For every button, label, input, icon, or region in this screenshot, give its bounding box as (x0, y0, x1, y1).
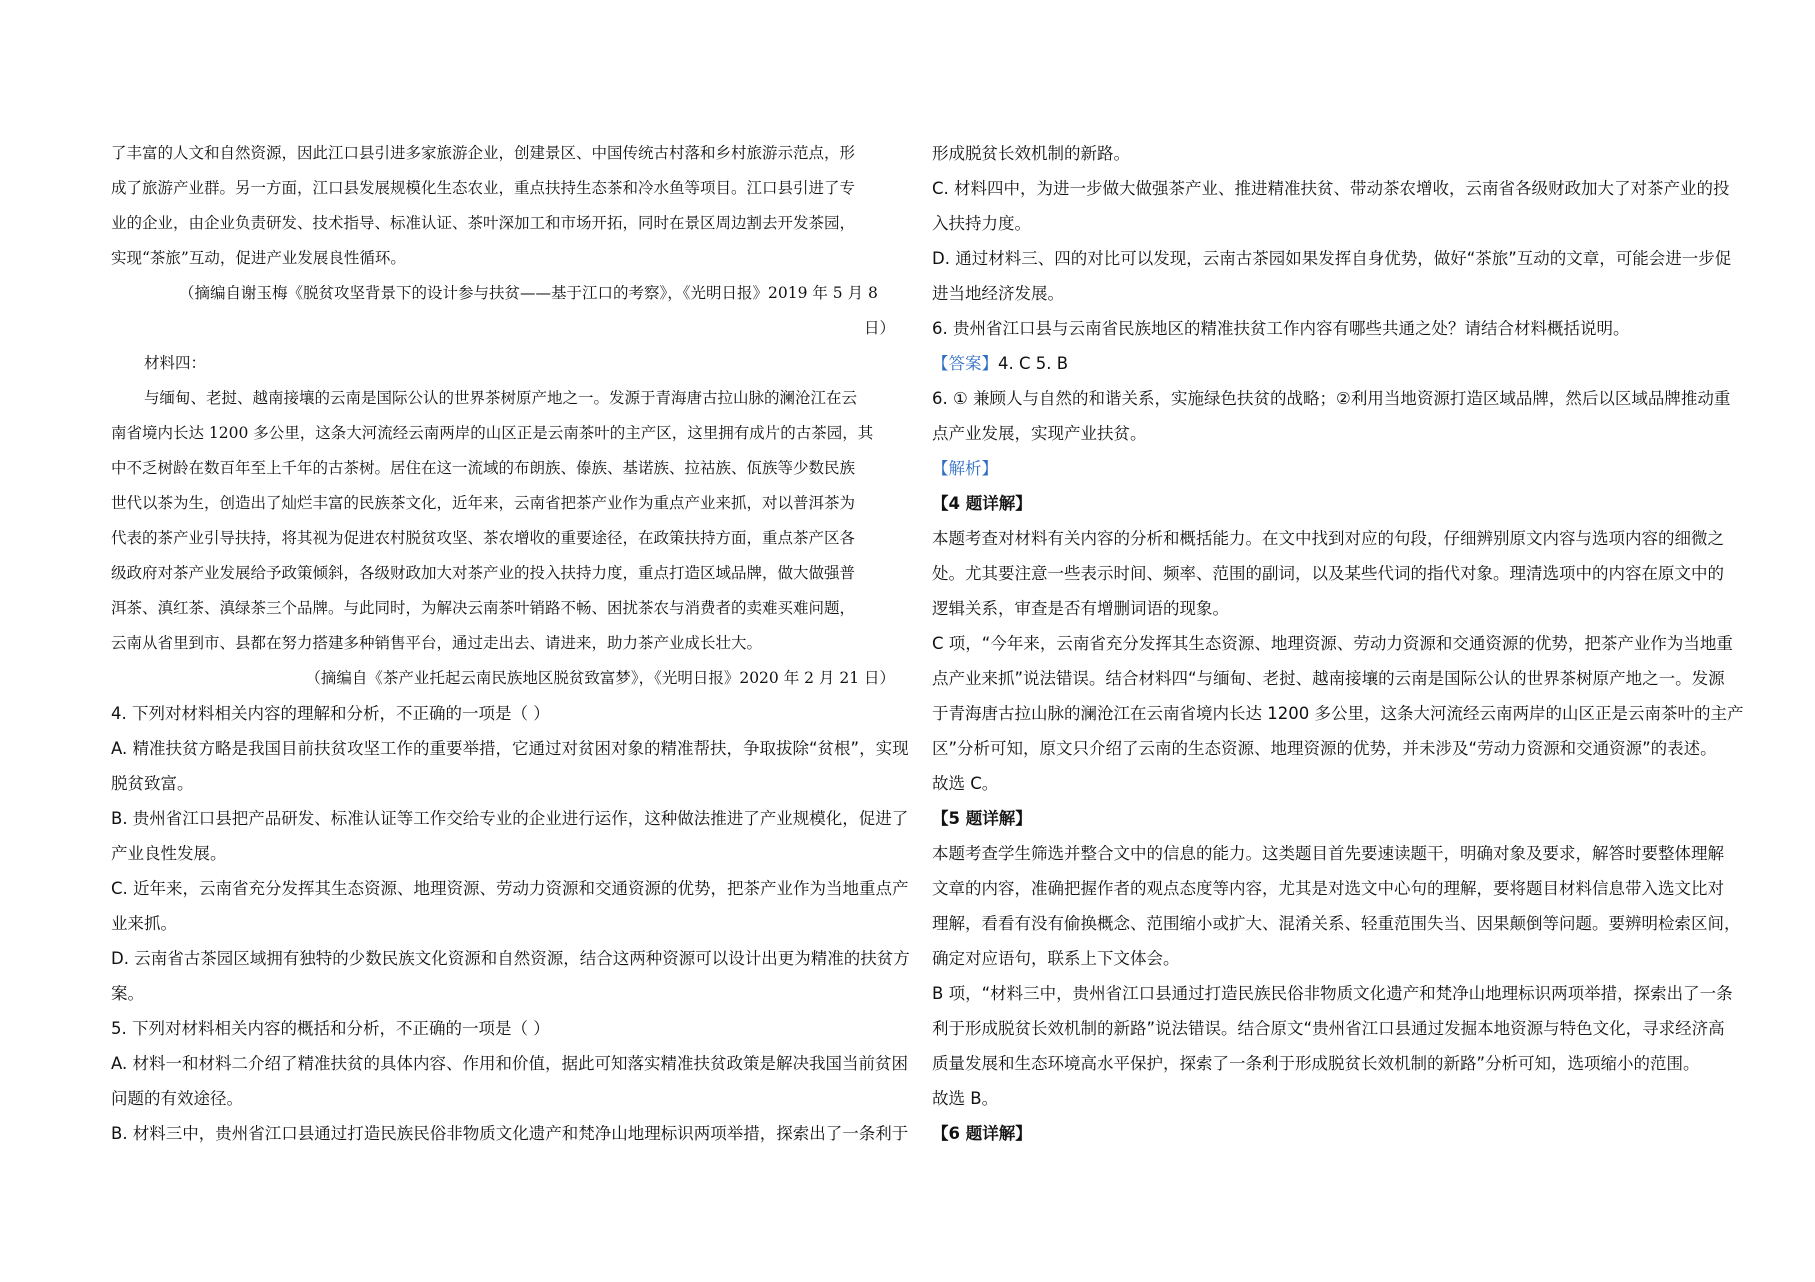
text-line: 代表的茶产业引导扶持，将其视为促进农村脱贫攻坚、茶农增收的重要途径，在政策扶持方面，重点茶产区各 (111, 529, 856, 547)
text-line: B 项，“材料三中，贵州省江口县通过打造民族民俗非物质文化遗产和梵净山地理标识两项举措，探索出了一条 (932, 984, 1733, 1003)
text-line: 质量发展和生态环境高水平保护，探索了一条利于形成脱贫长效机制的新路”分析可知，选项缩小的范围。 (932, 1054, 1700, 1073)
option-b: B. 贵州省江口县把产品研发、标准认证等工作交给专业的企业进行运作，这种做法推进了产业规模化，促进了 (111, 809, 909, 828)
q5-detail-heading: 【5 题详解】 (932, 809, 1032, 828)
text-line: 云南从省里到市、县都在努力搭建多种销售平台，通过走出去、请进来，助力茶产业成长壮大。 (111, 634, 763, 652)
right-column (932, 136, 1744, 1151)
option-b-cont: 产业良性发展。 (111, 844, 227, 863)
text-line: 中不乏树龄在数百年至上千年的古茶树。居住在这一流域的布朗族、傣族、基诺族、拉祜族、佤族等少数民族 (111, 459, 856, 477)
q6-detail-heading: 【6 题详解】 (932, 1124, 1032, 1143)
option-b-cont: 形成脱贫长效机制的新路。 (932, 144, 1130, 163)
answer-tag: 【答案】 (932, 354, 998, 373)
text-line: 级政府对茶产业发展给予政策倾斜，各级财政加大对茶产业的投入扶持力度，重点打造区域品牌，做大做强普 (111, 564, 856, 582)
question-5 (111, 1011, 909, 1151)
option-c-cont: 入扶持力度。 (932, 214, 1031, 233)
option-d-cont: 进当地经济发展。 (932, 284, 1064, 303)
text-line: 洱茶、滇红茶、滇绿茶三个品牌。与此同时，为解决云南茶叶销路不畅、困扰茶农与消费者的卖难买难问题， (111, 599, 856, 617)
text-line: 区”分析可知，原文只介绍了云南的生态资源、地理资源的优势，并未涉及“劳动力资源和交通资源”的表述。 (932, 739, 1717, 758)
question-stem: 4. 下列对材料相关内容的理解和分析，不正确的一项是（ ） (111, 704, 550, 723)
answer-6-line: 点产业发展，实现产业扶贫。 (932, 424, 1147, 443)
material4-title: 材料四： (144, 354, 207, 372)
text-line: 利于形成脱贫长效机制的新路”说法错误。结合原文“贵州省江口县通过发掘本地资源与特色文化，寻求经济高 (932, 1019, 1725, 1038)
text-line: 点产业来抓”说法错误。结合材料四“与缅甸、老挝、越南接壤的云南是国际公认的世界茶树原产地之一。发源 (932, 669, 1725, 688)
answer-text: 4. C 5. B (998, 354, 1069, 373)
text-line: 业的企业，由企业负责研发、技术指导、标准认证、茶叶深加工和市场开拓，同时在景区周边割去开发茶园， (111, 214, 856, 232)
answer-6-line: 6. ① 兼顾人与自然的和谐关系，实施绿色扶贫的战略；②利用当地资源打造区域品牌，然后以区域品牌推动重 (932, 389, 1731, 408)
text-line: 确定对应语句，联系上下文体会。 (932, 949, 1180, 968)
q4-detail-body (932, 521, 1744, 801)
answer-line (932, 346, 1716, 381)
question-stem: 5. 下列对材料相关内容的概括和分析，不正确的一项是（ ） (111, 1019, 550, 1038)
option-a-cont: 问题的有效途径。 (111, 1089, 243, 1108)
text-line: 逻辑关系，审查是否有增删词语的现象。 (932, 599, 1229, 618)
option-c: C. 近年来，云南省充分发挥其生态资源、地理资源、劳动力资源和交通资源的优势，把茶产业作为当地重点产 (111, 879, 909, 898)
source-citation: （摘编自《茶产业托起云南民族地区脱贫致富梦》，《光明日报》2020 年 2 月 21 日） (305, 669, 895, 687)
source-citation: （摘编自谢玉梅《脱贫攻坚背景下的设计参与扶贫——基于江口的考察》，《光明日报》2019 年 5 月 8 (179, 284, 878, 302)
analysis-tag: 【解析】 (932, 459, 998, 478)
question-6: 6. 贵州省江口县与云南省民族地区的精准扶贫工作内容有哪些共通之处？请结合材料概括说明。 (932, 319, 1630, 338)
option-d-cont: 案。 (111, 984, 144, 1003)
source-citation-end: 日） (863, 319, 895, 337)
option-a: A. 材料一和材料二介绍了精准扶贫的具体内容、作用和价值，据此可知落实精准扶贫政策是解决我国当前贫困 (111, 1054, 908, 1073)
option-c-cont: 业来抓。 (111, 914, 177, 933)
text-line: 于青海唐古拉山脉的澜沧江在云南省境内长达 1200 多公里，这条大河流经云南两岸的山区正是云南茶叶的主产 (932, 704, 1744, 723)
text-line: 了丰富的人文和自然资源，因此江口县引进多家旅游企业，创建景区、中国传统古村落和乡村旅游示范点，形 (111, 144, 856, 162)
text-line: 世代以茶为生，创造出了灿烂丰富的民族茶文化，近年来，云南省把茶产业作为重点产业来抓，对以普洱茶为 (111, 494, 856, 512)
text-line: C 项，“今年来，云南省充分发挥其生态资源、地理资源、劳动力资源和交通资源的优势，把茶产业作为当地重 (932, 634, 1733, 653)
option-a: A. 精准扶贫方略是我国目前扶贫攻坚工作的重要举措，它通过对贫困对象的精准帮扶，争取拔除“贫根”，实现 (111, 739, 909, 758)
text-line: 文章的内容，准确把握作者的观点态度等内容，尤其是对选文中心句的理解，要将题目材料信息带入选文比对 (932, 879, 1724, 898)
q5-detail-body (932, 836, 1741, 1116)
text-line: 理解，看看有没有偷换概念、范围缩小或扩大、混淆关系、轻重范围失当、因果颠倒等问题。要辨明检索区间， (932, 914, 1741, 933)
text-line: 成了旅游产业群。另一方面，江口县发展规模化生态农业，重点扶持生态茶和冷水鱼等项目。江口县引进了专 (111, 179, 856, 197)
q4-detail-heading: 【4 题详解】 (932, 494, 1032, 513)
text-line: 故选 B。 (932, 1089, 999, 1108)
option-d: D. 通过材料三、四的对比可以发现，云南古茶园如果发挥自身优势，做好“茶旅”互动的文章，可能会进一步促 (932, 249, 1732, 268)
left-column (111, 136, 910, 1151)
text-line: 故选 C。 (932, 774, 999, 793)
material3-paragraph (111, 136, 895, 276)
question-5-continued (932, 136, 1732, 311)
option-b: B. 材料三中，贵州省江口县通过打造民族民俗非物质文化遗产和梵净山地理标识两项举措，探索出了一条利于 (111, 1124, 909, 1143)
text-line: 处。尤其要注意一些表示时间、频率、范围的副词，以及某些代词的指代对象。理清选项中的内容在原文中的 (932, 564, 1724, 583)
option-a-cont: 脱贫致富。 (111, 774, 194, 793)
option-c: C. 材料四中，为进一步做大做强茶产业、推进精准扶贫、带动茶农增收，云南省各级财政加大了对茶产业的投 (932, 179, 1730, 198)
text-line: 本题考查学生筛选并整合文中的信息的能力。这类题目首先要速读题干，明确对象及要求，解答时要整体理解 (932, 844, 1724, 863)
text-line: 南省境内长达 1200 多公里，这条大河流经云南两岸的山区正是云南茶叶的主产区，这里拥有成片的古茶园，其 (111, 424, 874, 442)
text-line: 实现“茶旅”互动，促进产业发展良性循环。 (111, 249, 406, 267)
text-line: 与缅甸、老挝、越南接壤的云南是国际公认的世界茶树原产地之一。发源于青海唐古拉山脉的澜沧江在云 (144, 389, 858, 407)
text-line: 本题考查对材料有关内容的分析和概括能力。在文中找到对应的句段，仔细辨别原文内容与选项内容的细微之 (932, 529, 1724, 548)
option-d: D. 云南省古茶园区域拥有独特的少数民族文化资源和自然资源，结合这两种资源可以设计出更为精准的扶贫方 (111, 949, 910, 968)
question-4 (111, 696, 910, 1011)
material4-paragraph (111, 381, 895, 661)
